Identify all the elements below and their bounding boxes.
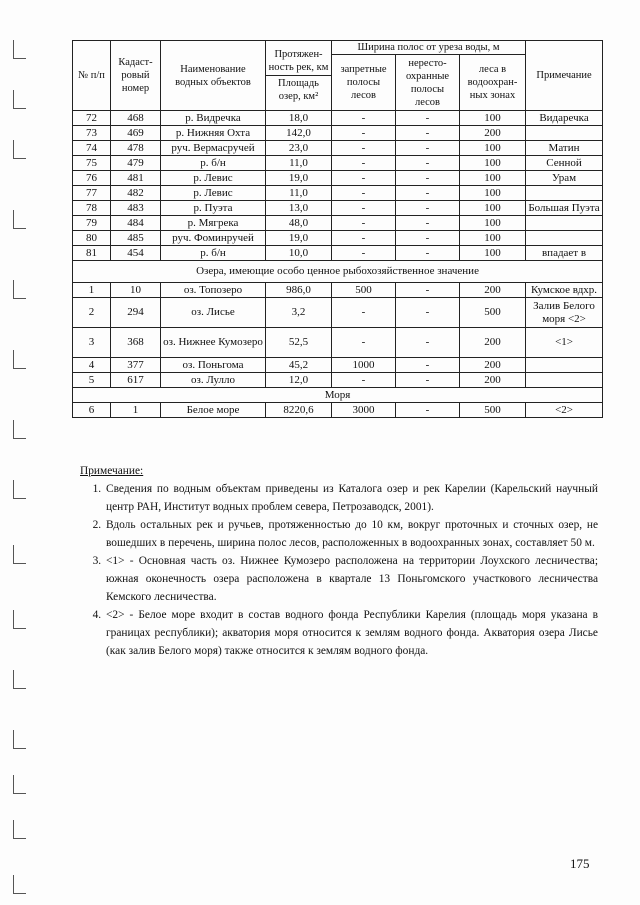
cell-spawning: - bbox=[396, 298, 460, 328]
cell-size: 10,0 bbox=[266, 246, 332, 261]
cell-forbidden: - bbox=[332, 171, 396, 186]
cell-note: впадает в bbox=[526, 246, 603, 261]
cell-spawning: - bbox=[396, 328, 460, 358]
notes-block bbox=[80, 462, 598, 660]
cell-forbidden: 3000 bbox=[332, 403, 396, 418]
cell-size: 45,2 bbox=[266, 358, 332, 373]
table-row bbox=[73, 186, 603, 201]
cell-num: 77 bbox=[73, 186, 111, 201]
cell-cadastre: 468 bbox=[111, 111, 161, 126]
cell-size: 11,0 bbox=[266, 156, 332, 171]
cell-forbidden: - bbox=[332, 201, 396, 216]
cell-note: <1> bbox=[526, 328, 603, 358]
cell-spawning: - bbox=[396, 111, 460, 126]
cell-num: 79 bbox=[73, 216, 111, 231]
cell-spawning: - bbox=[396, 201, 460, 216]
cell-forests: 200 bbox=[460, 373, 526, 388]
cell-forbidden: - bbox=[332, 298, 396, 328]
note-item: 2. Вдоль остальных рек и ручьев, протяженностью до 10 км, вокруг проточных и сточных озер, не вошедших в перечень, ширина полос лесов, расположенных в водоохранных зонах, составляет 50 м. bbox=[104, 516, 598, 552]
cell-forbidden: 1000 bbox=[332, 358, 396, 373]
header-spawning: нересто-охранные полосы лесов bbox=[396, 55, 460, 111]
cell-name: р. Пуэта bbox=[161, 201, 266, 216]
cell-name: Белое море bbox=[161, 403, 266, 418]
header-area: Площадь озер, км² bbox=[278, 78, 319, 102]
cell-forbidden: - bbox=[332, 156, 396, 171]
cell-num: 76 bbox=[73, 171, 111, 186]
cell-cadastre: 617 bbox=[111, 373, 161, 388]
cell-forests: 100 bbox=[460, 216, 526, 231]
cell-num: 5 bbox=[73, 373, 111, 388]
cell-name: р. б/н bbox=[161, 156, 266, 171]
cell-name: оз. Лисье bbox=[161, 298, 266, 328]
rivers-rows bbox=[73, 111, 603, 261]
cell-cadastre: 483 bbox=[111, 201, 161, 216]
cell-spawning: - bbox=[396, 373, 460, 388]
cell-name: руч. Вермасручей bbox=[161, 141, 266, 156]
cell-forbidden: - bbox=[332, 246, 396, 261]
cell-size: 48,0 bbox=[266, 216, 332, 231]
cell-note bbox=[526, 231, 603, 246]
table-row bbox=[73, 231, 603, 246]
table-row bbox=[73, 283, 603, 298]
cell-forests: 500 bbox=[460, 298, 526, 328]
page-number: 175 bbox=[570, 856, 590, 871]
cell-cadastre: 377 bbox=[111, 358, 161, 373]
cell-cadastre: 454 bbox=[111, 246, 161, 261]
table-row bbox=[73, 358, 603, 373]
header-note: Примечание bbox=[526, 41, 603, 111]
cell-size: 18,0 bbox=[266, 111, 332, 126]
cell-forests: 200 bbox=[460, 283, 526, 298]
cell-cadastre: 482 bbox=[111, 186, 161, 201]
cell-note: Матин bbox=[526, 141, 603, 156]
header-width-group: Ширина полос от уреза воды, м bbox=[332, 41, 526, 55]
table-row bbox=[73, 328, 603, 358]
cell-num: 6 bbox=[73, 403, 111, 418]
cell-cadastre: 478 bbox=[111, 141, 161, 156]
cell-cadastre: 1 bbox=[111, 403, 161, 418]
cell-spawning: - bbox=[396, 403, 460, 418]
cell-forests: 100 bbox=[460, 246, 526, 261]
cell-forests: 100 bbox=[460, 231, 526, 246]
cell-spawning: - bbox=[396, 283, 460, 298]
cell-forests: 100 bbox=[460, 171, 526, 186]
cell-forests: 100 bbox=[460, 141, 526, 156]
cell-forests: 100 bbox=[460, 201, 526, 216]
cell-cadastre: 10 bbox=[111, 283, 161, 298]
cell-note bbox=[526, 186, 603, 201]
cell-forbidden: - bbox=[332, 186, 396, 201]
cell-size: 12,0 bbox=[266, 373, 332, 388]
cell-forests: 500 bbox=[460, 403, 526, 418]
cell-num: 73 bbox=[73, 126, 111, 141]
cell-forests: 200 bbox=[460, 126, 526, 141]
cell-note bbox=[526, 126, 603, 141]
cell-note: Большая Пуэта bbox=[526, 201, 603, 216]
cell-cadastre: 469 bbox=[111, 126, 161, 141]
cell-name: оз. Лулло bbox=[161, 373, 266, 388]
cell-name: р. б/н bbox=[161, 246, 266, 261]
cell-spawning: - bbox=[396, 216, 460, 231]
seas-rows bbox=[73, 403, 603, 418]
cell-note: Залив Белого моря <2> bbox=[526, 298, 603, 328]
table-row bbox=[73, 246, 603, 261]
cell-size: 3,2 bbox=[266, 298, 332, 328]
header-length-area bbox=[266, 41, 332, 111]
section-lakes-title: Озера, имеющие особо ценное рыбохозяйственное значение bbox=[73, 261, 603, 283]
header-num: № п/п bbox=[73, 41, 111, 111]
cell-name: р. Левис bbox=[161, 186, 266, 201]
cell-name: оз. Нижнее Кумозеро bbox=[161, 328, 266, 358]
cell-note: Видаречка bbox=[526, 111, 603, 126]
cell-cadastre: 479 bbox=[111, 156, 161, 171]
table-row bbox=[73, 156, 603, 171]
cell-name: оз. Топозеро bbox=[161, 283, 266, 298]
header-length: Протяжен-ность рек, км bbox=[266, 47, 331, 76]
cell-note bbox=[526, 216, 603, 231]
cell-cadastre: 485 bbox=[111, 231, 161, 246]
table-row bbox=[73, 141, 603, 156]
cell-forests: 200 bbox=[460, 328, 526, 358]
cell-num: 72 bbox=[73, 111, 111, 126]
cell-spawning: - bbox=[396, 186, 460, 201]
cell-num: 4 bbox=[73, 358, 111, 373]
cell-name: р. Видречка bbox=[161, 111, 266, 126]
cell-forbidden: - bbox=[332, 111, 396, 126]
notes-title: Примечание: bbox=[80, 465, 144, 477]
table-row bbox=[73, 373, 603, 388]
cell-note bbox=[526, 358, 603, 373]
cell-forbidden: - bbox=[332, 141, 396, 156]
header-forests: леса в водоохран-ных зонах bbox=[460, 55, 526, 111]
header-forbidden: запретные полосы лесов bbox=[332, 55, 396, 111]
note-item: 3. <1> - Основная часть оз. Нижнее Кумозеро расположена на территории Лоухского лесничества; южная оконечность озера расположена в квартале 13 Поньгомского участкового лесничества Кемского лесничества. bbox=[104, 552, 598, 606]
cell-size: 19,0 bbox=[266, 171, 332, 186]
cell-cadastre: 294 bbox=[111, 298, 161, 328]
table-row bbox=[73, 111, 603, 126]
cell-forbidden: - bbox=[332, 231, 396, 246]
cell-num: 80 bbox=[73, 231, 111, 246]
cell-num: 2 bbox=[73, 298, 111, 328]
table-row bbox=[73, 298, 603, 328]
table-row bbox=[73, 126, 603, 141]
cell-size: 19,0 bbox=[266, 231, 332, 246]
cell-size: 142,0 bbox=[266, 126, 332, 141]
cell-name: оз. Поньгома bbox=[161, 358, 266, 373]
cell-cadastre: 484 bbox=[111, 216, 161, 231]
cell-forbidden: - bbox=[332, 216, 396, 231]
cell-size: 52,5 bbox=[266, 328, 332, 358]
note-item: 4. <2> - Белое море входит в состав водного фонда Республики Карелия (площадь моря указана в границах республики); акватория моря относится к землям водного фонда. Акватория озера Лисье (как залив Белого моря) также относится к землям водного фонда. bbox=[104, 606, 598, 660]
cell-forbidden: - bbox=[332, 373, 396, 388]
cell-note: Урам bbox=[526, 171, 603, 186]
cell-note: <2> bbox=[526, 403, 603, 418]
cell-num: 1 bbox=[73, 283, 111, 298]
cell-cadastre: 481 bbox=[111, 171, 161, 186]
cell-size: 11,0 bbox=[266, 186, 332, 201]
cell-size: 13,0 bbox=[266, 201, 332, 216]
note-item: 1. Сведения по водным объектам приведены из Каталога озер и рек Карелии (Карельский научный центр РАН, Институт водных проблем севера, Петрозаводск, 2001). bbox=[104, 480, 598, 516]
cell-note: Сенной bbox=[526, 156, 603, 171]
cell-spawning: - bbox=[396, 126, 460, 141]
cell-forbidden: 500 bbox=[332, 283, 396, 298]
cell-spawning: - bbox=[396, 141, 460, 156]
cell-num: 74 bbox=[73, 141, 111, 156]
cell-num: 78 bbox=[73, 201, 111, 216]
cell-forests: 100 bbox=[460, 111, 526, 126]
table-row bbox=[73, 216, 603, 231]
cell-note bbox=[526, 373, 603, 388]
cell-size: 986,0 bbox=[266, 283, 332, 298]
cell-forbidden: - bbox=[332, 126, 396, 141]
lakes-rows bbox=[73, 283, 603, 388]
water-bodies-table bbox=[72, 40, 603, 418]
cell-spawning: - bbox=[396, 231, 460, 246]
cell-cadastre: 368 bbox=[111, 328, 161, 358]
cell-forests: 200 bbox=[460, 358, 526, 373]
table-row bbox=[73, 171, 603, 186]
cell-name: р. Левис bbox=[161, 171, 266, 186]
cell-name: р. Нижняя Охта bbox=[161, 126, 266, 141]
table-row bbox=[73, 403, 603, 418]
cell-num: 3 bbox=[73, 328, 111, 358]
cell-note: Кумское вдхр. bbox=[526, 283, 603, 298]
cell-num: 75 bbox=[73, 156, 111, 171]
cell-name: руч. Фоминручей bbox=[161, 231, 266, 246]
cell-size: 23,0 bbox=[266, 141, 332, 156]
cell-size: 8220,6 bbox=[266, 403, 332, 418]
binder-margin bbox=[0, 0, 40, 905]
cell-name: р. Мягрека bbox=[161, 216, 266, 231]
cell-forbidden: - bbox=[332, 328, 396, 358]
cell-spawning: - bbox=[396, 358, 460, 373]
section-seas-title: Моря bbox=[73, 388, 603, 403]
cell-spawning: - bbox=[396, 246, 460, 261]
header-name: Наименование водных объектов bbox=[161, 41, 266, 111]
cell-spawning: - bbox=[396, 156, 460, 171]
cell-forests: 100 bbox=[460, 156, 526, 171]
header-cadastre: Кадаст-ровый номер bbox=[111, 41, 161, 111]
cell-forests: 100 bbox=[460, 186, 526, 201]
cell-spawning: - bbox=[396, 171, 460, 186]
cell-num: 81 bbox=[73, 246, 111, 261]
notes-list bbox=[80, 480, 598, 660]
table-row bbox=[73, 201, 603, 216]
